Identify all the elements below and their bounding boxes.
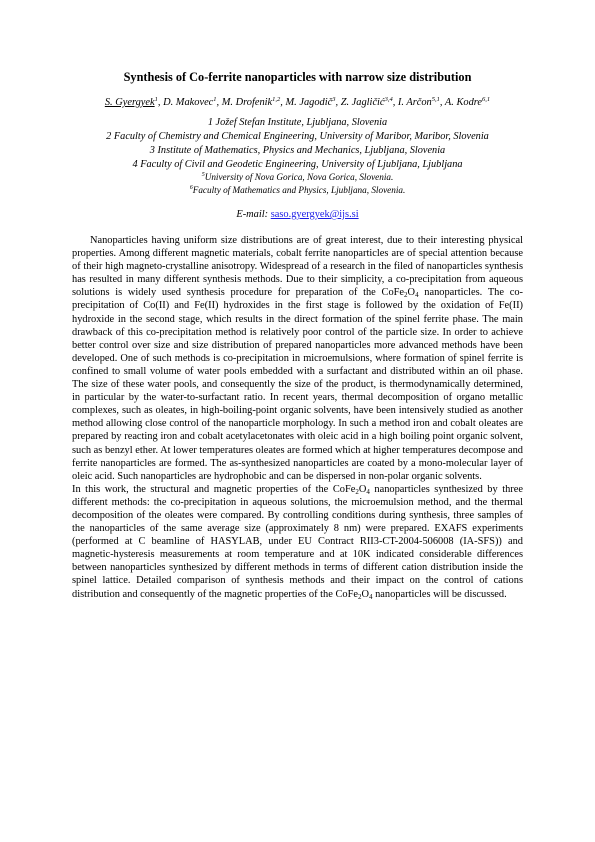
paragraph-2 xyxy=(72,483,523,601)
author-affil-mark: 1,2 xyxy=(272,96,281,103)
author-separator: , xyxy=(280,97,286,108)
paragraph-text: Nanoparticles having uniform size distributions are of great interest, due to their interesting physical properties. Among different magnetic materials, cobalt ferrite nanoparticles are of special attention because of their high magneto-crystalline anisotropy. Widespread of a research in the filed of nanoparticles synthesis has resulted in many different synthesis methods. Due to their simplicity, a co-precipitation from aqueous solutions is widely used synthesis procedure for preparation of the xyxy=(72,235,523,299)
author-affil-mark: 3,4 xyxy=(384,96,393,103)
author-name: M. Jagodič xyxy=(285,97,333,108)
author-affil-mark: 5,1 xyxy=(431,96,440,103)
affiliation-3: 3 Institute of Mathematics, Physics and Mechanics, Ljubljana, Slovenia xyxy=(149,145,446,156)
email-label: E-mail: xyxy=(236,209,269,220)
author-name: M. Drofenik xyxy=(221,97,273,108)
author-separator: , xyxy=(335,97,341,108)
abstract-body xyxy=(72,234,523,601)
paragraph-text: In this work, the structural and magnetic properties of the xyxy=(72,483,329,495)
affil-text: University of Nova Gorica, Nova Gorica, Slovenia. xyxy=(204,172,394,182)
affiliation-1: 1 Jožef Stefan Institute, Ljubljana, Slovenia xyxy=(207,117,388,128)
affiliation-6 xyxy=(0,184,595,197)
affil-mark: 6 xyxy=(189,185,193,191)
author-name: A. Kodre xyxy=(444,97,483,108)
author-affil-mark: 6,1 xyxy=(482,96,491,103)
author-name: D. Makovec xyxy=(163,97,214,108)
paragraph-1 xyxy=(72,234,523,483)
affiliation-2: 2 Faculty of Chemistry and Chemical Engineering, University of Maribor, Maribor, Slovenia xyxy=(106,131,489,142)
affiliation-5 xyxy=(0,171,595,184)
author-affil-mark: 1 xyxy=(213,96,217,103)
author-1 xyxy=(105,97,163,108)
author-separator: , xyxy=(439,97,445,108)
author-affil-mark: 1 xyxy=(154,96,158,103)
paper-title: Synthesis of Co-ferrite nanoparticles with narrow size distribution xyxy=(123,70,472,84)
author-2 xyxy=(163,97,222,108)
author-list xyxy=(0,96,595,109)
email-link[interactable]: saso.gyergyek@ijs.si xyxy=(270,209,359,220)
chem-formula: $CoFe_2O_4$ xyxy=(381,287,419,300)
contact-email xyxy=(0,208,595,221)
author-6 xyxy=(398,97,445,108)
paragraph-text: nanoparticles will be discussed. xyxy=(372,588,507,600)
affiliation-4: 4 Faculty of Civil and Geodetic Engineering, University of Ljubljana, Ljubljana xyxy=(132,159,463,170)
paragraph-text: nanoparticles synthesized by three different methods: the co-precipitation in aqueous solutions, the microemulsion method, and the thermal decomposition of the oleates were compared. By controlling conditions during synthesis, three samples of the nanoparticles of the same average size (approximately 8 nm) were prepared. EXAFS experiments (performed at C beamline of HASYLAB, under EU Contract RII3-CT-2004-506008 (IA-SFS)) and magnetic-hysteresis measurements at room temperature and at 10K indicated considerable differences between nanoparticles synthesized by different methods in terms of different cation distribution inside the spinel lattice. Detailed comparison of synthesis methods and their impact on the control of cations distribution and consequently of the magnetic properties of the xyxy=(72,483,523,600)
author-name: I. Arčon xyxy=(397,97,432,108)
author-separator: , xyxy=(392,97,398,108)
author-separator: , xyxy=(157,97,164,108)
author-4 xyxy=(285,97,340,108)
author-affil-mark: 3 xyxy=(332,96,336,103)
author-7 xyxy=(445,97,490,108)
chem-formula: $CoFe_2O_4$ xyxy=(332,483,370,496)
author-3 xyxy=(222,97,286,108)
author-name: Z. Jagličić xyxy=(340,97,385,108)
chem-formula: $CoFe_2O_4$ xyxy=(335,588,373,601)
affil-mark: 5 xyxy=(201,172,205,178)
author-separator: , xyxy=(216,97,222,108)
affil-text: Faculty of Mathematics and Physics, Ljubljana, Slovenia. xyxy=(192,185,406,195)
paragraph-text: nanoparticles. The co-precipitation of Co(II) and Fe(II) hydroxides in the first stage is followed by the oxidation of Fe(II) hydroxide in the second stage, which results in the direct formation of the spinel ferrite phase. The main drawback of this co-precipitation method is relatively poor control of the particle size. In order to achieve better control over size and size distribution of prepared nanoparticles more advanced methods have been developed. One of such methods is co-precipitation in microemulsions, where formation of spinel ferrite is confined to small volume of water pools embedded with a surfactant and distributed within an oil phase. The size of these water pools, and consequently the size of the product, is thermodynamically determined, in particular by the water-to-surfactant ratio. In recent years, thermal decomposition of organo metallic complexes, such as oleates, in high-boiling-point organic solvents, have been intensively studied as another method allowing close control of the nanoparticle morphology. In such a method iron and cobalt oleates are prepared by reacting iron and cobalt acetylacetonates with oleic acid in a high boiling point organic solvent, such as benzyl ether. At lower temperatures oleates are formed which at higher temperatures decompose and ferrite nanoparticles are formed. The as-synthesized nanoparticles are coated by a mono-molecular layer of oleic acid. Such nanoparticles are hydrophobic and can be dispersed in non-polar organic solvents. xyxy=(72,287,523,482)
author-name: S. Gyergyek xyxy=(104,97,155,108)
author-5 xyxy=(341,97,398,108)
